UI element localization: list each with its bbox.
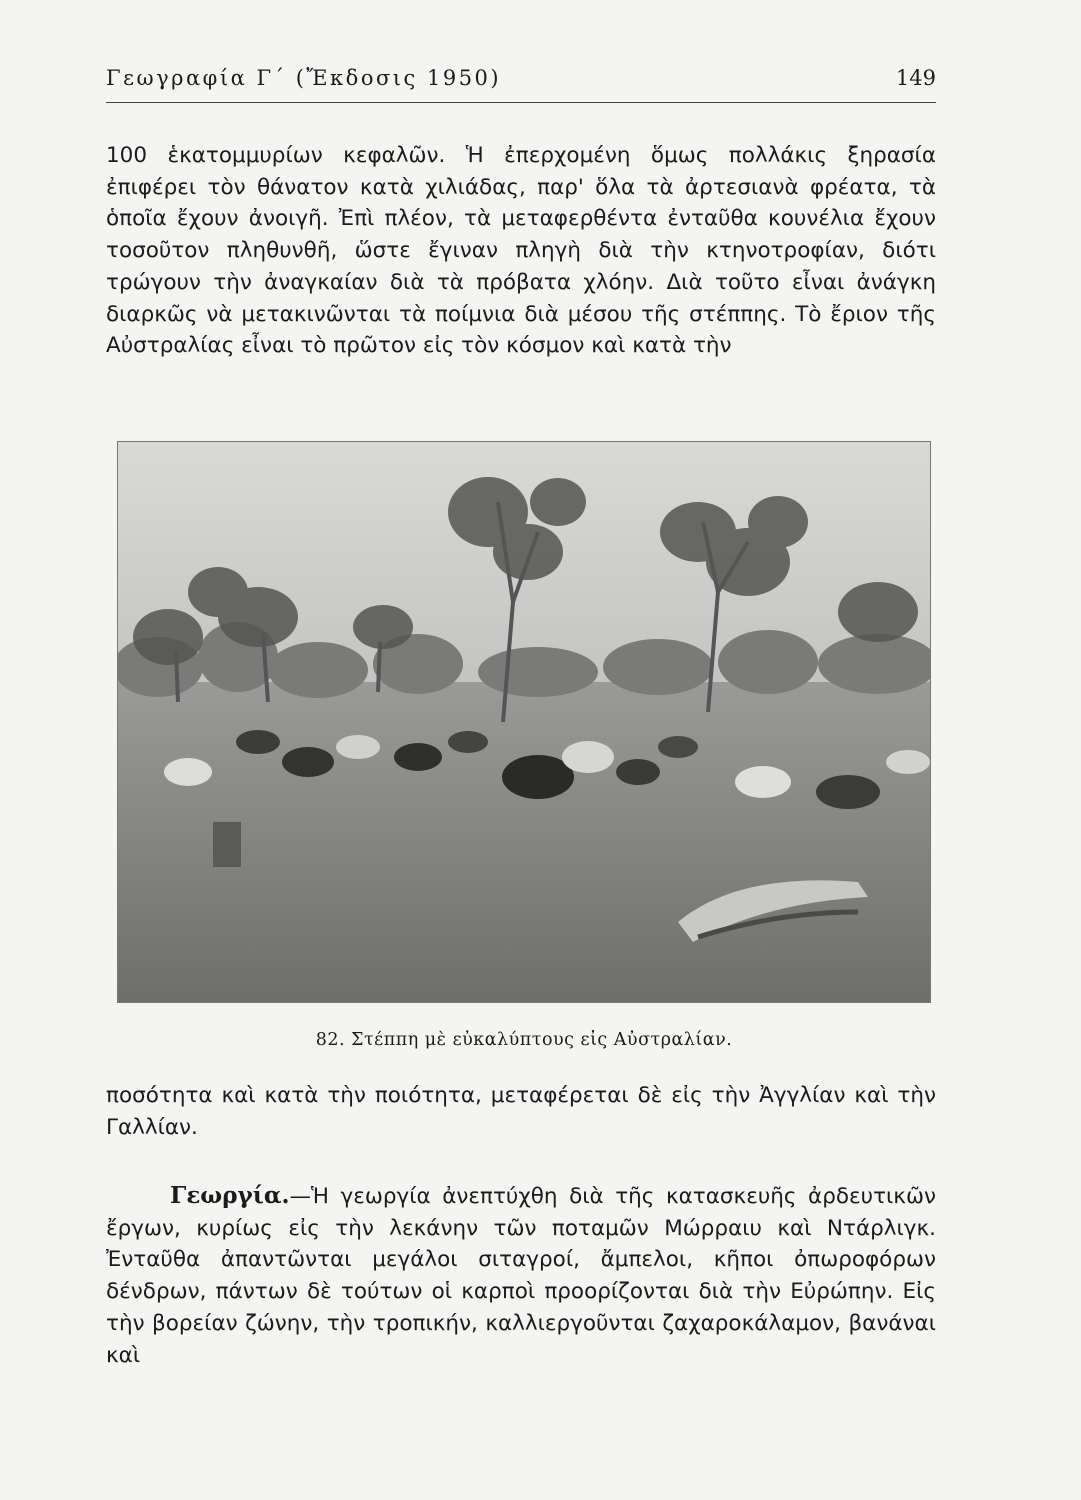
page-header [106,62,936,103]
running-title: Γεωγραφία Γ΄ (Ἔκδοσις 1950) [106,66,502,90]
section-agriculture [106,1180,936,1371]
section-text: —Ἡ γεωργία ἀνεπτύχθη διὰ τῆς κατασκευῆς ἀρδευτικῶν ἔργων, κυρίως εἰς τὴν λεκάνην τῶν ποταμῶν Μώρραιυ καὶ Ντάρλιγκ. Ἐνταῦθα ἀπαντῶνται μεγάλοι σιταγροί, ἄμπελοι, κῆποι ὀπωροφόρων δένδρων, πάντων δὲ τούτων οἱ καρποὶ προορίζονται διὰ τὴν Εὐρώπην. Εἰς τὴν βορείαν ζώνην, τὴν τροπικήν, καλλιεργοῦνται ζαχαροκάλαμον, βανάναι καὶ [106,1184,936,1368]
steppe-photo-illustration [118,442,930,1002]
tree-stump [213,822,241,867]
paragraph-top-text: 100 ἑκατομμυρίων κεφαλῶν. Ἡ ἐπερχομένη ὅμως πολλάκις ξηρασία ἐπιφέρει τὸν θάνατον κατὰ χιλιάδας, παρ' ὅλα τὰ ἀρτεσιανὰ φρέατα, τὰ ὁποῖα ἔχουν ἀνοιγῆ. Ἐπὶ πλέον, τὰ μεταφερθέντα ἐνταῦθα κουνέλια ἔχουν τοσοῦτον πληθυνθῆ, ὥστε ἔγιναν πληγὴ διὰ τὴν κτηνοτροφίαν, διότι τρώγουν τὴν ἀναγκαίαν διὰ τὰ πρόβατα χλόην. Διὰ τοῦτο εἶναι ἀνάγκη διαρκῶς νὰ μετακινῶνται τὰ ποίμνια διὰ μέσου τῆς στέππης. Τὸ ἔριον τῆς Αὐστραλίας εἶναι τὸ πρῶτον εἰς τὸν κόσμον καὶ κατὰ τὴν [106,143,936,359]
steppe-photograph [118,442,930,1002]
paragraph-top [106,140,936,362]
paragraph-mid [106,1080,936,1143]
page-number: 149 [895,66,936,90]
paragraph-mid-text: ποσότητα καὶ κατὰ τὴν ποιότητα, μεταφέρεται δὲ εἰς τὴν Ἀγγλίαν καὶ τὴν Γαλλίαν. [106,1083,936,1140]
figure-caption: 82. Στέππη μὲ εὐκαλύπτους εἰς Αὐστραλίαν. [315,1030,733,1050]
section-heading: Γεωργία. [170,1182,290,1209]
